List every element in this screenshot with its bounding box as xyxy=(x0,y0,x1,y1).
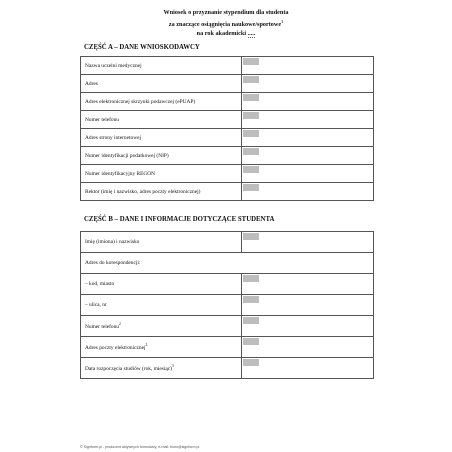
title-line-3: na rok akademicki ..... xyxy=(196,30,256,38)
field-label xyxy=(81,295,242,316)
field-label xyxy=(81,57,242,75)
field-value-cell[interactable] xyxy=(242,183,374,201)
field-label xyxy=(81,93,242,111)
field-label-text: Data rozpoczęcia studiów (rok, miesiąc) xyxy=(85,365,172,372)
field-value-cell[interactable] xyxy=(242,57,374,75)
field-label xyxy=(81,165,242,183)
field-label xyxy=(81,274,242,295)
field-label xyxy=(81,253,374,274)
table-row xyxy=(81,147,374,165)
form-input-field[interactable] xyxy=(243,338,259,345)
form-input-field[interactable] xyxy=(243,112,259,119)
form-input-field[interactable] xyxy=(243,275,259,282)
form-input-field[interactable] xyxy=(243,148,259,155)
form-input-field[interactable] xyxy=(243,233,259,240)
table-row xyxy=(81,274,374,295)
field-label-text: Adres xyxy=(85,80,98,87)
form-input-field[interactable] xyxy=(243,58,259,65)
field-label xyxy=(81,129,242,147)
field-value-cell[interactable] xyxy=(242,75,374,93)
field-value-cell[interactable] xyxy=(242,316,374,337)
field-label-text: Adres poczty elektronicznej xyxy=(85,344,146,351)
field-label-text: Numer identyfikacyjny REGON xyxy=(85,170,156,177)
field-label-text: Imię (imiona) i nazwisko xyxy=(85,239,140,245)
field-label xyxy=(81,183,242,201)
table-row xyxy=(81,129,374,147)
form-input-field[interactable] xyxy=(243,94,259,101)
field-label-text: – ulica, nr xyxy=(85,302,107,308)
table-row xyxy=(81,183,374,201)
applicant-data-table xyxy=(80,56,374,201)
title-line-2: za znaczące osiągnięcia naukowe/sportowe$^1$ xyxy=(168,19,284,29)
field-label xyxy=(81,111,242,129)
table-row xyxy=(81,253,374,274)
field-value-cell[interactable] xyxy=(242,232,374,253)
field-label-text: Rektor (imię i nazwisko, adres poczty elektronicznej) xyxy=(85,188,201,195)
academic-year-field[interactable]: ..... xyxy=(247,30,256,38)
footnote-ref: 2 xyxy=(145,343,148,348)
field-label-text: Nazwa uczelni medycznej xyxy=(85,62,142,69)
title-footnote-ref: 1 xyxy=(281,19,284,24)
table-row xyxy=(81,295,374,316)
field-value-cell[interactable] xyxy=(242,93,374,111)
field-value-cell[interactable] xyxy=(242,274,374,295)
field-label-text: Numer identyfikacji podatkowej (NIP) xyxy=(85,152,169,159)
field-label xyxy=(81,316,242,337)
field-label-text: Adres elektronicznej skrzynki podawczej (ePUAP) xyxy=(85,98,196,105)
field-label-text: Numer telefonu xyxy=(85,116,119,123)
field-label xyxy=(81,232,242,253)
field-label xyxy=(81,337,242,358)
table-row xyxy=(81,93,374,111)
footnote-ref: 3 xyxy=(171,364,174,369)
field-label xyxy=(81,75,242,93)
form-input-field[interactable] xyxy=(243,130,259,137)
form-input-field[interactable] xyxy=(243,296,259,303)
form-input-field[interactable] xyxy=(243,317,259,324)
field-value-cell[interactable] xyxy=(242,147,374,165)
table-row xyxy=(81,337,374,358)
table-row xyxy=(81,316,374,337)
footer-text: © Signform.pl - producent aktywnych formularzy, e-mail: biuro@signform.pl xyxy=(80,445,200,449)
table-row xyxy=(81,57,374,75)
field-label-text: Adres do korespondencji: xyxy=(85,260,141,266)
table-row xyxy=(81,75,374,93)
table-row xyxy=(81,232,374,253)
form-input-field[interactable] xyxy=(243,184,259,191)
field-value-cell[interactable] xyxy=(242,111,374,129)
section-b-heading: CZĘŚĆ B – DANE I INFORMACJE DOTYCZĄCE STUDENTA xyxy=(84,216,275,223)
form-input-field[interactable] xyxy=(243,166,259,173)
field-label-text: – kod, miasto xyxy=(85,281,115,287)
section-a-heading: CZĘŚĆ A – DANE WNIOSKODAWCY xyxy=(84,44,200,51)
field-label xyxy=(81,358,242,379)
field-value-cell[interactable] xyxy=(242,295,374,316)
document-title xyxy=(120,8,332,38)
footnote-ref: 2 xyxy=(118,322,121,327)
field-value-cell[interactable] xyxy=(242,165,374,183)
field-label-text: Numer telefonu xyxy=(85,323,119,330)
table-row xyxy=(81,111,374,129)
field-value-cell[interactable] xyxy=(242,358,374,379)
field-value-cell[interactable] xyxy=(242,337,374,358)
table-row xyxy=(81,165,374,183)
title-line-1: Wniosek o przyznanie stypendium dla studenta xyxy=(163,9,289,16)
field-label xyxy=(81,147,242,165)
form-input-field[interactable] xyxy=(243,359,259,366)
table-row xyxy=(81,358,374,379)
field-value-cell[interactable] xyxy=(242,129,374,147)
field-label-text: Adres strony internetowej xyxy=(85,134,141,141)
student-data-table xyxy=(80,231,374,379)
form-input-field[interactable] xyxy=(243,76,259,83)
